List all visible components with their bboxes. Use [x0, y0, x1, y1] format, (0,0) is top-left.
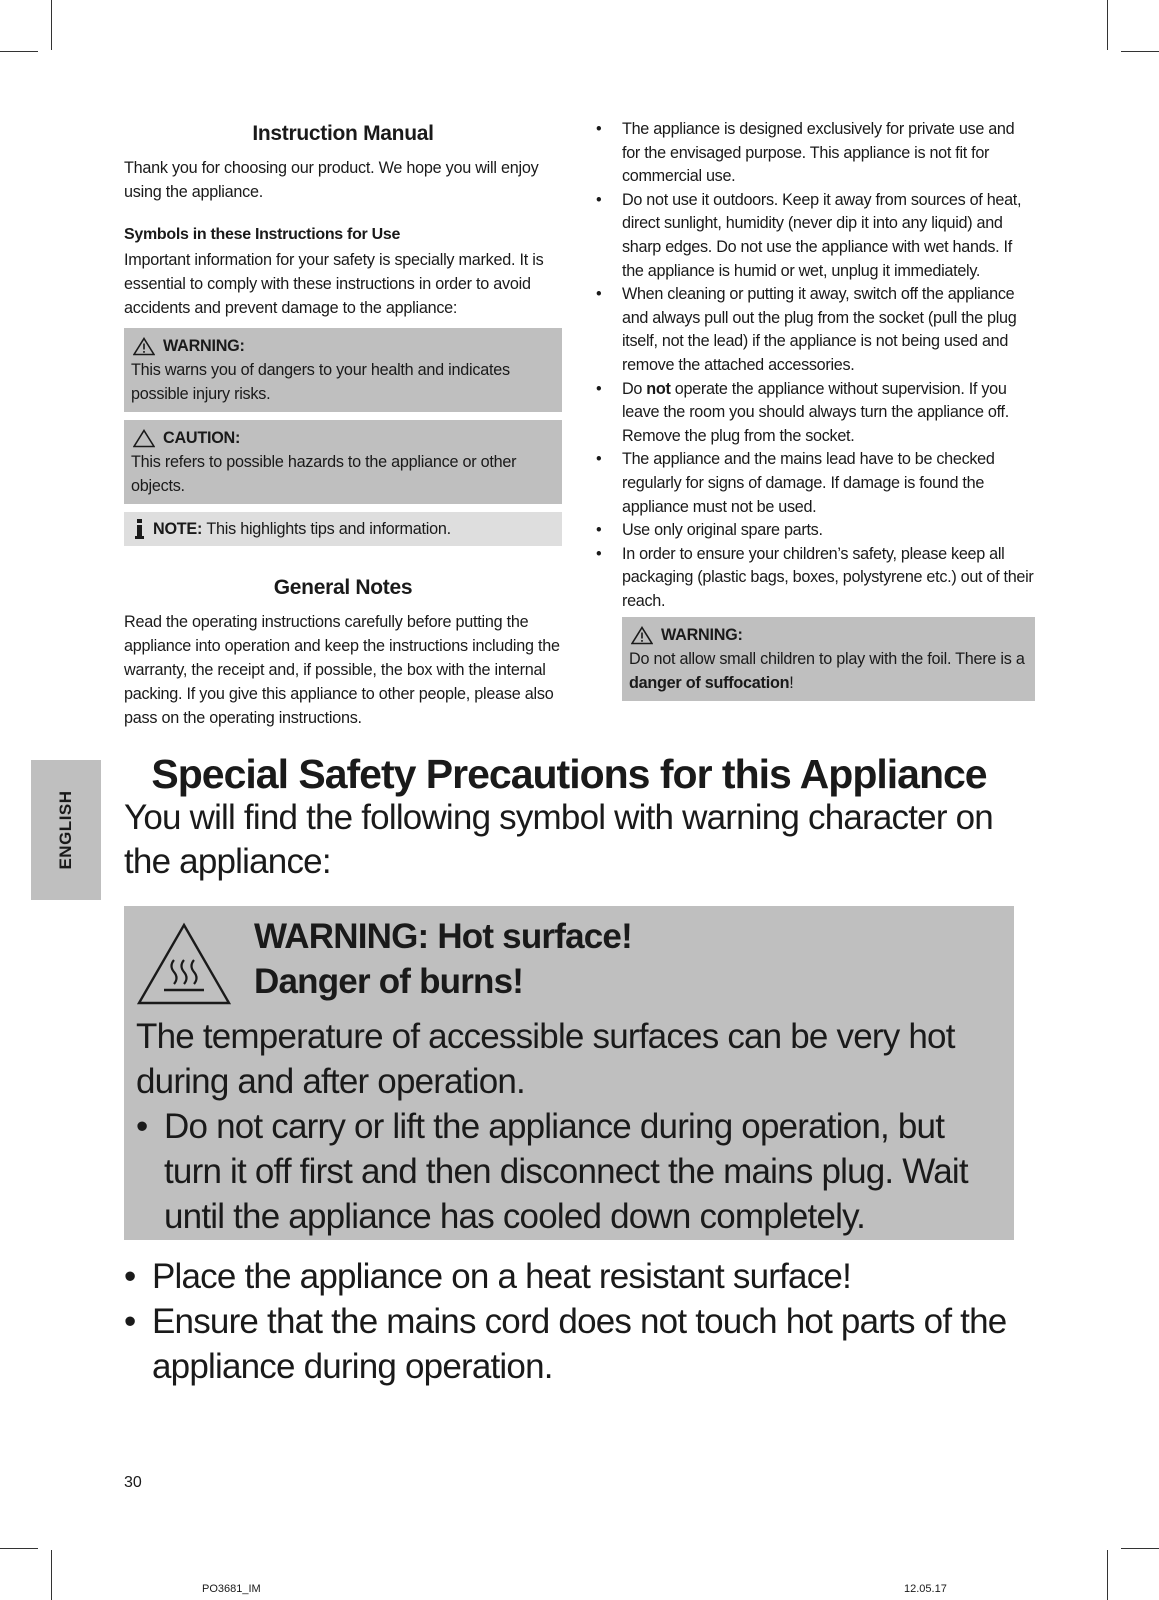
warning-box — [124, 328, 562, 412]
note-label: NOTE: — [153, 520, 203, 538]
list-item: • The appliance and the mains lead have to be checked regularly for signs of damage. If damage is found the appliance must not be used. — [590, 448, 1035, 519]
crop-mark — [51, 0, 52, 50]
crop-mark — [1121, 1548, 1159, 1549]
language-label: ENGLISH — [56, 790, 75, 870]
list-item: • When cleaning or putting it away, switch off the appliance and always pull out the plug from the socket (pull the plug itself, not the lead) if the appliance is not being used and remove the attached accessories. — [590, 283, 1035, 377]
symbols-heading: Symbols in these Instructions for Use — [124, 226, 401, 243]
intro-text: Thank you for choosing our product. We hope you will enjoy using the appliance. — [124, 159, 539, 201]
burns-heading: Danger of burns! — [254, 962, 524, 1001]
list-item-bold: not — [646, 379, 671, 398]
list-item: • Place the appliance on a heat resistant surface! — [124, 1254, 1024, 1299]
warning-label: WARNING: — [163, 337, 245, 355]
list-item: • The appliance is designed exclusively for private use and for the envisaged purpose. This appliance is not fit for commercial use. — [590, 118, 1035, 189]
hot-surface-icon — [136, 922, 232, 1006]
footer-doc-code: PO3681_IM — [202, 1583, 261, 1595]
hot-surface-text: The temperature of accessible surfaces can be very hot during and after operation. — [136, 1017, 955, 1101]
warning-triangle-icon — [133, 337, 155, 356]
special-safety-intro: You will find the following symbol with warning character on the appliance: — [124, 798, 993, 881]
safety-list — [590, 118, 1035, 613]
warning-triangle-icon — [631, 626, 653, 645]
right-column — [590, 118, 1035, 701]
symbols-text: Important information for your safety is specially marked. It is essential to comply with these instructions in order to avoid accidents and prevent damage to the appliance: — [124, 251, 544, 317]
crop-mark — [0, 51, 38, 52]
special-safety-title: Special Safety Precautions for this Appliance — [151, 751, 987, 797]
crop-mark — [1121, 51, 1159, 52]
list-item: • In order to ensure your children’s safety, please keep all packaging (plastic bags, boxes, polystyrene etc.) out of their reach. — [590, 543, 1035, 614]
warning-text: This warns you of dangers to your health and indicates possible injury risks. — [131, 361, 510, 403]
list-item-text: Do — [622, 379, 647, 398]
list-item — [590, 378, 1035, 449]
hot-surface-list — [136, 1104, 1002, 1239]
suffocation-warning-text: Do not allow small children to play with the foil. There is a danger of suffocation! — [629, 650, 1025, 693]
list-item-text: operate the appliance without supervision. If you leave the room you should always turn the appliance off. Remove the plug from the socket. — [622, 379, 1009, 445]
caution-text: This refers to possible hazards to the appliance or other objects. — [131, 453, 517, 495]
crop-mark — [0, 1548, 38, 1549]
list-item: • Ensure that the mains cord does not touch hot parts of the appliance during operation. — [124, 1299, 1024, 1389]
precautions-list — [124, 1254, 1024, 1389]
hot-surface-warning-box — [124, 906, 1014, 1240]
warning-label: WARNING: — [661, 626, 743, 645]
language-tab — [31, 760, 101, 900]
list-item: • Do not carry or lift the appliance during operation, but turn it off first and then disconnect the mains plug. Wait until the appliance has cooled down completely. — [136, 1104, 1002, 1239]
general-notes-text: Read the operating instructions carefully before putting the appliance into operation and keep the instructions including the warranty, the receipt and, if possible, the box with the internal packing. If you give this appliance to other people, please also pass on the operating instructions. — [124, 613, 560, 727]
info-icon — [131, 519, 147, 539]
note-box — [124, 512, 562, 546]
list-item: • Use only original spare parts. — [590, 519, 1035, 543]
list-item: • Do not use it outdoors. Keep it away from sources of heat, direct sunlight, humidity (never dip it into any liquid) and sharp edges. Do not use the appliance with wet hands. If the appliance is humid or wet, unplug it immediately. — [590, 189, 1035, 283]
suffocation-warning-box — [622, 617, 1035, 701]
caution-box — [124, 420, 562, 504]
crop-mark — [1107, 0, 1108, 50]
footer-date: 12.05.17 — [904, 1583, 947, 1595]
crop-mark — [51, 1550, 52, 1600]
crop-mark — [1107, 1550, 1108, 1600]
general-notes-title: General Notes — [273, 576, 413, 599]
hot-surface-heading: WARNING: Hot surface! — [254, 917, 632, 956]
note-text: This highlights tips and information. — [206, 520, 451, 538]
page-number: 30 — [124, 1474, 142, 1491]
caution-triangle-icon — [133, 429, 155, 448]
left-column — [124, 118, 562, 730]
instruction-manual-title: Instruction Manual — [252, 122, 434, 145]
caution-label: CAUTION: — [163, 429, 241, 447]
